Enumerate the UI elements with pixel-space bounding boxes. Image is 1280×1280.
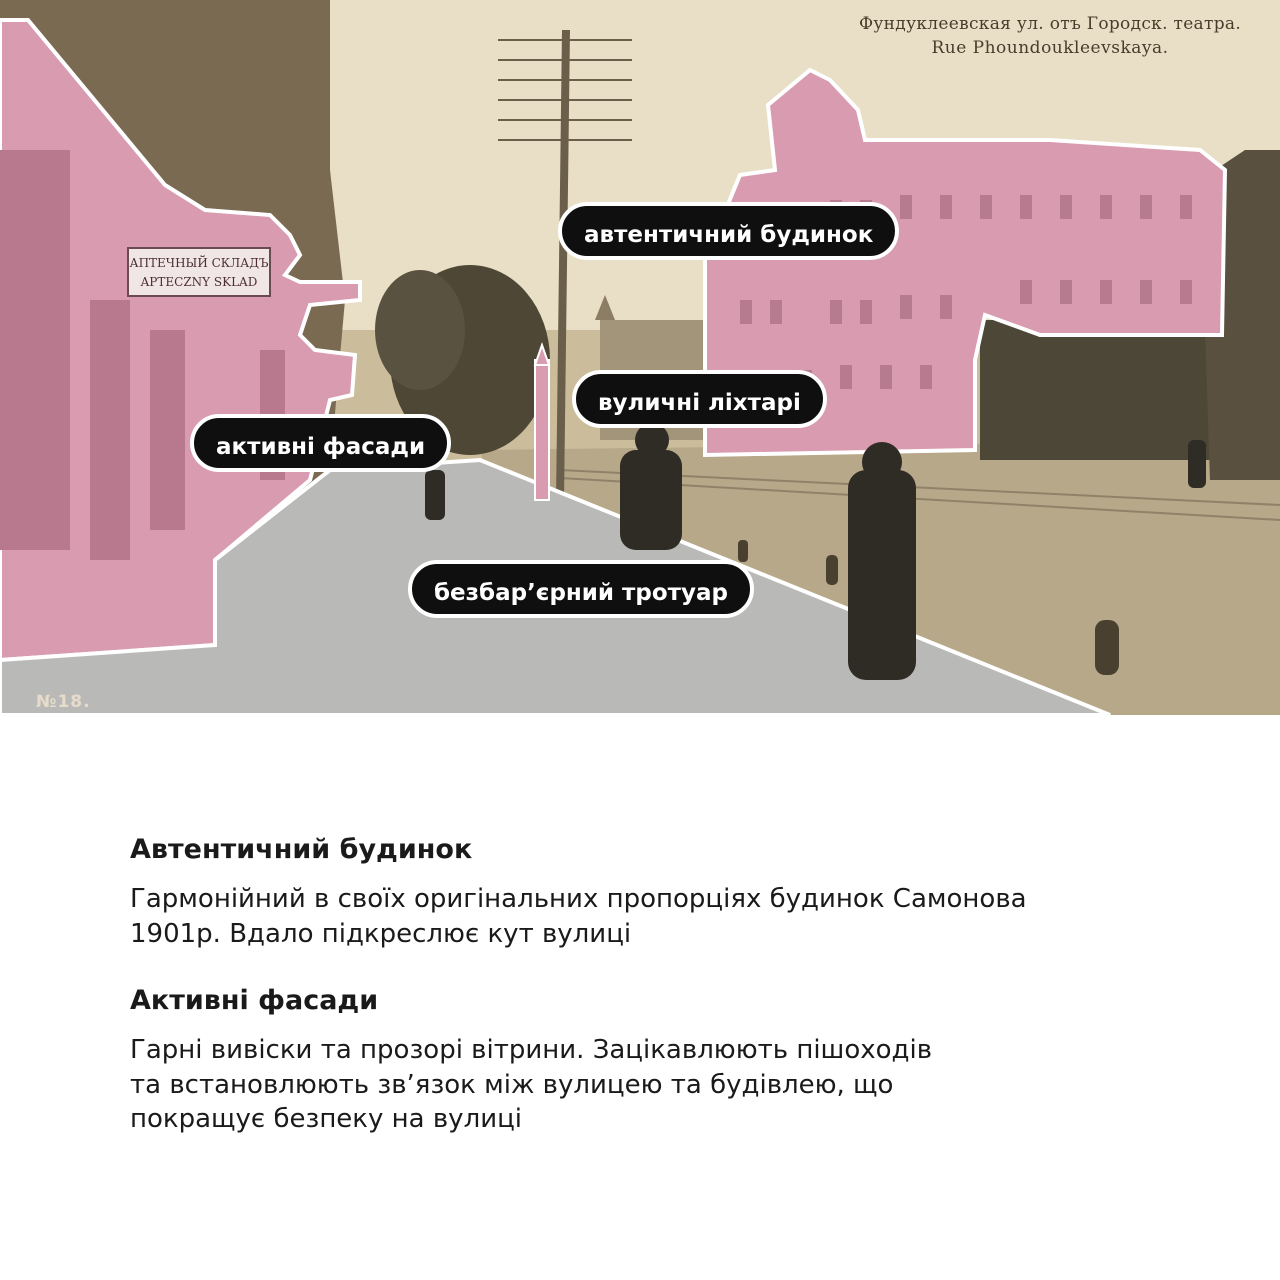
pharmacy-sign-text-ru: АПТЕЧНЫЙ СКЛАДЪ	[129, 256, 269, 270]
street-lamp-highlight	[535, 360, 549, 500]
pharmacy-sign-text-pl: APTECZNY SKLAD	[140, 275, 258, 289]
description-title: Автентичний будинок	[130, 834, 473, 865]
trees	[375, 270, 465, 390]
description-text: Гармонійний в своїх оригінальних пропорціях будинок Самонова 1901р. Вдало підкреслює кут вулиці	[130, 884, 1027, 949]
label-authentic-building: автентичний будинок	[558, 202, 899, 260]
postcard-caption	[820, 14, 1280, 58]
description-text: Гарні вивіски та прозорі вітрини. Зацікавлюють пішоходів та встановлюють зв’язок між вулицею та будівлею, що покращує безпеку на вулиці	[130, 1035, 933, 1135]
description-active-facades	[130, 985, 1150, 1136]
postcard-caption-ru: Фундуклеевская ул. отъ Городск. театра.	[858, 14, 1242, 34]
label-barrier-free-sidewalk: безбар’єрний тротуар	[408, 560, 754, 618]
description-authentic-building	[130, 834, 1150, 951]
postcard-number: №18.	[36, 692, 91, 712]
label-active-facades: активні фасади	[190, 414, 451, 472]
label-street-lights: вуличні ліхтарі	[572, 370, 827, 428]
postcard-caption-fr: Rue Phoundoukleevskaya.	[931, 38, 1169, 58]
description-title: Активні фасади	[130, 985, 379, 1017]
descriptions-section	[130, 834, 1150, 1170]
